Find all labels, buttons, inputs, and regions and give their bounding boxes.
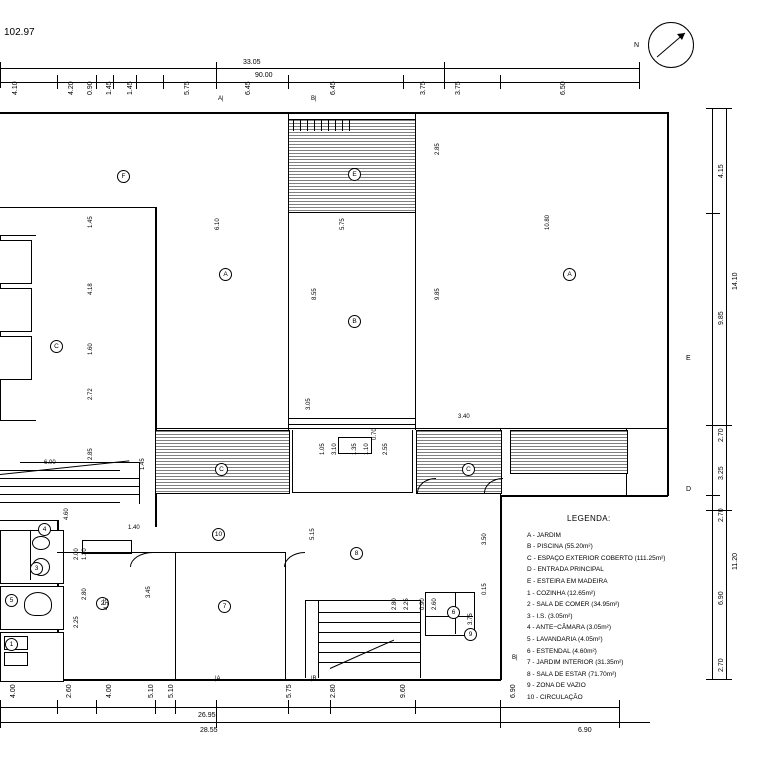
legend-item-2: 2 - SALA DE COMER (34.95m²) [527,601,620,609]
espaco-exterior-coberto-left [155,430,290,494]
dim-right-325: 3.25 [718,466,725,480]
dim-right-270b: 2.70 [718,508,725,522]
dim-int-575: 5.75 [340,218,346,230]
dim-top-575: 5.75 [184,81,191,95]
outline-right-bottom [500,495,668,497]
dim-int-280b: 2.80 [392,598,398,610]
dim-int-345: 3.45 [146,586,152,598]
dim-top-420: 4.20 [68,81,75,95]
legend-item-3: 3 - I.S. (3.05m²) [527,612,573,620]
marker-zone-E-right: E [686,355,691,362]
wall-left-top [0,207,156,208]
dim-int-285b: 2.85 [435,143,441,155]
dim-int-090: 0.90 [420,598,426,610]
dim-int-225: 2.25 [74,616,80,628]
marker-room-1: 1 [5,638,18,651]
outline-midright [500,495,502,680]
dim-top-145b: 1.45 [127,81,134,95]
dim-int-305: 3.05 [306,398,312,410]
elevation-label: 102.97 [4,27,35,38]
marker-room-9: 9 [464,628,477,641]
marker-room-3: 3 [30,562,43,575]
wall-mid-horizontal [155,428,535,429]
dim-int-310: 3.10 [332,443,338,455]
dim-int-145b: 1.45 [140,458,146,470]
dim-int-855: 8.55 [312,288,318,300]
dim-int-600: 6.00 [44,460,56,466]
legend-item-D: D - ENTRADA PRINCIPAL [527,566,604,574]
dim-int-285: 2.85 [88,448,94,460]
dim-bot-400a: 4.00 [10,684,17,698]
outline-right [667,112,669,496]
dim-top-375b: 3.75 [455,81,462,95]
dim-right-415: 4.15 [718,164,725,178]
dim-right-985: 9.85 [718,311,725,325]
section-marker-d: |B [311,676,317,682]
esteira-madeira-top [288,119,416,213]
dim-int-455: 4.55 [104,598,110,610]
marker-zone-B-pool: B [348,315,361,328]
dim-bot-510b: 5.10 [168,684,175,698]
section-marker-b: B| [311,96,317,102]
legend-item-A: A - JARDIM [527,531,561,539]
dim-int-140: 1.40 [128,525,140,531]
dim-int-272: 2.72 [88,388,94,400]
legend-item-9: 9 - ZONA DE VAZIO [527,682,586,690]
dim-int-1080: 10.80 [545,214,551,230]
dim-bot-690: 6.90 [510,684,517,698]
legend-item-C: C - ESPAÇO EXTERIOR COBERTO (111.25m²) [527,554,666,562]
marker-room-10: 10 [212,528,225,541]
dim-bot-690b: 6.90 [578,727,592,734]
dim-int-255: 2.55 [383,443,389,455]
dim-top-645a: 6.45 [245,81,252,95]
legend-item-10: 10 - CIRCULAÇÃO [527,693,583,701]
dim-bot-960: 9.60 [400,684,407,698]
dim-bot-400b: 4.00 [106,684,113,698]
legend-title: LEGENDA: [567,514,611,523]
door-swing-2 [284,552,305,567]
outline-bottom [57,679,501,681]
dim-right-270a: 2.70 [718,428,725,442]
dim-int-070: 0.70 [372,428,378,440]
dim-int-610: 6.10 [215,218,221,230]
marker-room-2: 2 [96,597,109,610]
bancada-icon [4,652,28,666]
dim-top-090: 0.90 [87,81,94,95]
dim-top-3305: 33.05 [243,59,261,66]
marker-zone-F: F [117,170,130,183]
dim-top-410: 4.10 [12,81,19,95]
dim-top-375a: 3.75 [420,81,427,95]
marker-room-8: 8 [350,547,363,560]
dim-bot-280: 2.80 [330,684,337,698]
dim-int-460: 4.60 [64,508,70,520]
marker-zone-C-left: C [50,340,63,353]
legend-item-7: 7 - JARDIM INTERIOR (31.35m²) [527,659,624,667]
dim-int-130: 1.30 [82,548,88,560]
banheira-icon [24,592,52,616]
lavatorio-icon [32,536,50,550]
outline-top [0,112,668,114]
dim-right-270c: 2.70 [718,658,725,672]
dim-int-160: 1.60 [88,343,94,355]
dim-int-200: 2.00 [74,548,80,560]
dim-bot-510a: 5.10 [148,684,155,698]
dim-top-645b: 6.45 [330,81,337,95]
legend-item-B: B - PISCINA (55.20m²) [527,543,593,551]
marker-zone-A-left: A [219,268,232,281]
dim-int-350: 3.50 [482,533,488,545]
marker-room-7: 7 [218,600,231,613]
marker-zone-C-right: C [462,463,475,476]
marker-zone-A-right: A [563,268,576,281]
compass-rose [648,22,694,68]
dim-line-top-1 [0,68,640,69]
marker-zone-E: E [348,168,361,181]
dim-line-right-inner [712,108,713,680]
legend-item-8: 8 - SALA DE ESTAR (71.70m²) [527,670,617,678]
dim-line-bottom-1 [0,707,620,708]
section-marker-a: A| [218,96,224,102]
dim-int-515: 5.15 [310,528,316,540]
dim-int-015: 0.15 [482,583,488,595]
legend-item-E: E - ESTEIRA EM MADEIRA [527,577,608,585]
dim-top-650: 6.50 [560,81,567,95]
outline-left-step [0,520,58,521]
dim-int-110: 1.10 [364,443,370,455]
left-room-b [0,288,32,332]
legend-item-1: 1 - COZINHA (12.65m²) [527,589,596,597]
marker-zone-C-mid: C [215,463,228,476]
room-is [0,530,64,584]
left-room-c [0,336,32,380]
legend-item-6: 6 - ESTENDAL (4.60m²) [527,647,597,655]
dim-int-340: 3.40 [458,414,470,420]
compass-n-label: N [634,42,640,49]
dim-top-9000: 90.00 [255,72,273,79]
wall-right-mid [500,428,668,429]
dim-right-1410: 14.10 [732,272,739,290]
left-room-a [0,240,32,284]
dim-int-418: 4.18 [88,283,94,295]
section-marker-c: |A [215,676,221,682]
dim-line-bottom-2 [0,722,650,723]
dim-top-145a: 1.45 [106,81,113,95]
dim-int-105: 1.05 [320,443,326,455]
marker-zone-D: D [686,486,692,493]
legend-item-4: 4 - ANTE−CÂMARA (3.05m²) [527,624,611,632]
dim-int-280: 2.80 [82,588,88,600]
espaco-exterior-coberto-far-right [510,430,628,474]
dim-int-985: 9.85 [435,288,441,300]
dim-int-225b: 2.25 [404,598,410,610]
compass-needle-icon [655,29,687,61]
marker-room-5: 5 [5,594,18,607]
dim-int-135: 1.35 [352,443,358,455]
dim-int-145: 1.45 [88,216,94,228]
door-swing-1 [130,552,153,567]
dim-bot-260: 2.60 [66,684,73,698]
wall-pool-bottom [288,418,416,419]
dim-int-375: 3.75 [468,613,474,625]
dim-int-260: 2.60 [432,598,438,610]
marker-room-4: 4 [38,523,51,536]
dim-line-right-outer [726,108,727,680]
dim-right-690: 6.90 [718,591,725,605]
section-marker-e: B| [512,655,518,661]
marker-room-6: 6 [447,606,460,619]
dim-bot-575: 5.75 [286,684,293,698]
legend-block [527,513,665,704]
dim-bot-2855: 28.55 [200,727,218,734]
dim-bot-2695: 26.95 [198,712,216,719]
dim-right-1120: 11.20 [732,553,739,570]
legend-item-5: 5 - LAVANDARIA (4.05m²) [527,635,603,643]
